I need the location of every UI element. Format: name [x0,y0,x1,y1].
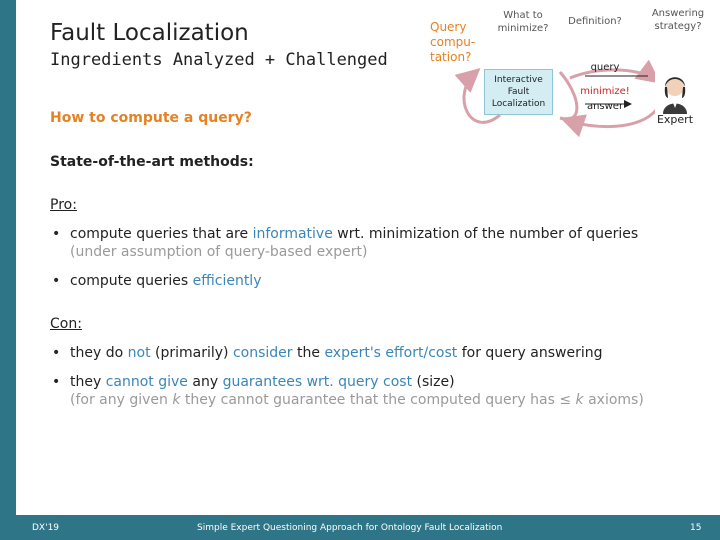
question-heading: How to compute a query? [50,110,252,126]
pro-heading: Pro: [50,197,77,213]
bullet-dot: • [52,374,61,390]
expert-avatar-icon [655,70,695,114]
slide-subtitle: Ingredients Analyzed + Challenged [50,50,388,70]
bullet-dot: • [52,345,61,361]
state-of-art-heading: State-of-the-art methods: [50,154,254,170]
con-item-2-sub: (for any given k they cannot guarantee that the computed query has ≤ k axioms) [70,392,644,408]
interactive-fault-localization-box: Interactive Fault Localization [484,69,553,115]
answering-strategy-label: Answering strategy? [651,8,705,32]
query-label: query [590,62,620,73]
bullet-dot: • [52,226,61,242]
what-to-minimize-label: What to minimize? [497,10,549,34]
con-heading: Con: [50,316,82,332]
answer-arrow [566,110,656,127]
expert-label: Expert [656,113,694,126]
query-computation-label: Query compu- tation? [430,20,476,64]
footer-conference: DX'19 [32,523,60,533]
con-item-1: they do not (primarily) consider the expert's effort/cost for query answering [70,345,603,361]
footer-page-number: 15 [690,523,702,533]
pro-item-1: compute queries that are informative wrt. minimization of the number of queries [70,226,639,242]
slide-title: Fault Localization [50,20,249,46]
bullet-dot: • [52,273,61,289]
minimize-label: minimize! [580,86,630,97]
footer-title: Simple Expert Questioning Approach for Ontology Fault Localization [197,523,503,533]
pro-item-1-sub: (under assumption of query-based expert) [70,244,368,260]
answer-label: answer [586,101,624,112]
con-item-2: they cannot give any guarantees wrt. query cost (size) [70,374,455,390]
pro-item-2: compute queries efficiently [70,273,262,289]
definition-label: Definition? [568,16,622,27]
